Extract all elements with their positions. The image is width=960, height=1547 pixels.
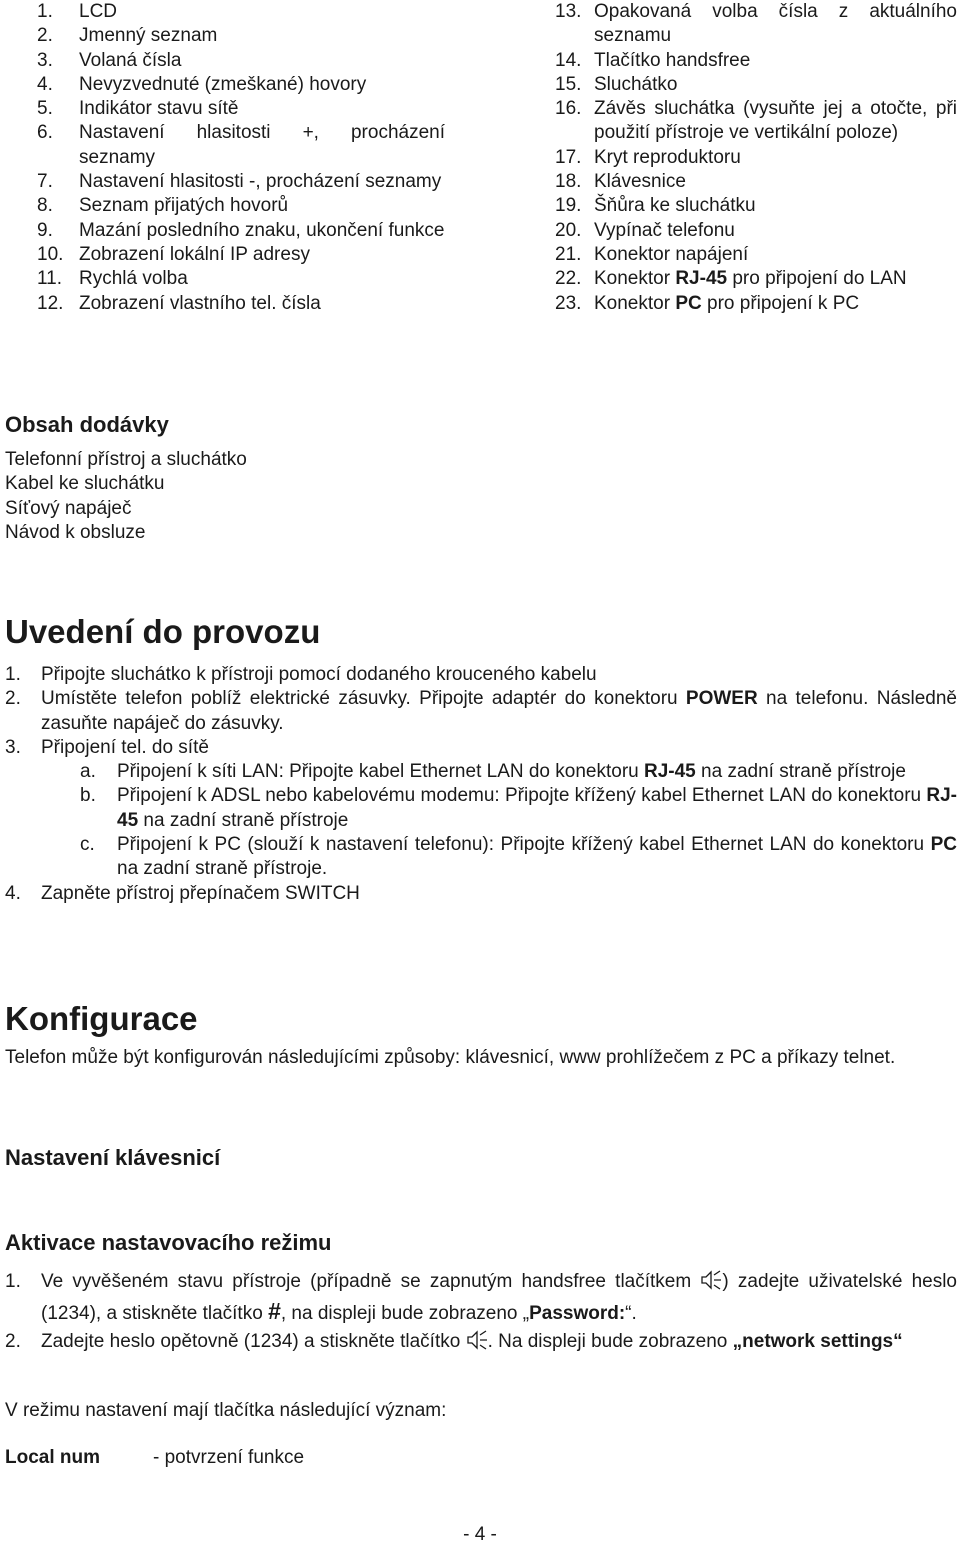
parts-list-item: [555, 49, 957, 73]
parts-list-item: [555, 0, 957, 49]
substep-letter: c.: [80, 834, 95, 856]
contents-item: Telefonní přístroj a sluchátko: [5, 449, 247, 470]
parts-list-item: [37, 24, 445, 48]
parts-list-item: [555, 292, 957, 316]
contents-item: Kabel ke sluchátku: [5, 473, 165, 495]
intro-step-1: [5, 663, 957, 687]
step-text: Připojte sluchátko k přístroji pomocí dodaného krouceného kabelu: [41, 664, 597, 685]
item-number: 18.: [555, 171, 582, 193]
step-text: Připojení tel. do sítě: [41, 736, 209, 758]
item-text: Sluchátko: [594, 73, 678, 95]
intro-substep-a: [5, 760, 957, 784]
step-text: . Na displeji bude zobrazeno: [487, 1331, 733, 1352]
item-text: Konektor: [594, 292, 676, 314]
item-text: Mazání posledního znaku, ukončení funkce: [79, 219, 445, 241]
item-text: LCD: [79, 1, 118, 22]
parts-list-item: [555, 97, 957, 146]
substep-text: Připojení k ADSL nebo kabelovému modemu: Připojte křížený kabel Ethernet LAN do konektoru: [117, 785, 927, 807]
contents-item: Síťový napáječ: [5, 497, 132, 519]
item-text: pro připojení k PC: [701, 292, 860, 314]
item-number: 4.: [37, 73, 53, 95]
parts-list-item: [555, 170, 957, 194]
substep-text: na zadní straně přístroje: [138, 809, 349, 831]
password-prompt-label: Password:: [529, 1302, 626, 1324]
activation-heading: Aktivace nastavovacího režimu: [5, 1230, 332, 1255]
item-number: 7.: [37, 171, 53, 193]
item-number: 3.: [37, 49, 53, 71]
item-text: Konektor napájení: [594, 243, 749, 265]
parts-list-item: [555, 146, 957, 170]
parts-list-right: [555, 0, 957, 316]
activation-step-2: [5, 1328, 957, 1357]
step-number: 2.: [5, 1331, 21, 1352]
item-number: 23.: [555, 292, 582, 314]
item-number: 12.: [37, 292, 64, 314]
item-text: Rychlá volba: [79, 268, 188, 290]
parts-list-item: [37, 97, 445, 121]
step-text: ) zadejte uživatelské heslo (1234), a stiskněte tlačítko: [41, 1271, 957, 1324]
step-number: 2.: [5, 688, 21, 710]
step-number: 4.: [5, 882, 21, 904]
intro-heading: Uvedení do provozu: [5, 613, 321, 651]
parts-list-item: [37, 49, 445, 73]
power-connector-label: POWER: [685, 688, 758, 710]
contents-heading: Obsah dodávky: [5, 412, 169, 437]
config-text: Telefon může být konfigurován následujícími způsoby: klávesnicí, www prohlížečem z PC a příkazy telnet.: [5, 1047, 896, 1068]
rj45-label: RJ-45: [644, 761, 696, 783]
item-number: 21.: [555, 243, 582, 265]
item-text: Indikátor stavu sítě: [79, 98, 239, 120]
activation-step-1: [5, 1268, 957, 1328]
intro-step-3: [5, 736, 957, 760]
network-settings-label: „network settings“: [732, 1331, 903, 1352]
contents-item: Návod k obsluze: [5, 521, 146, 543]
step-number: 1.: [5, 664, 21, 685]
parts-list-item: [555, 219, 957, 243]
item-number: 5.: [37, 98, 53, 120]
step-text: , na displeji bude zobrazeno „: [280, 1302, 530, 1324]
step-text: Zadejte heslo opětovně (1234) a stiskněte tlačítko: [41, 1331, 466, 1352]
item-number: 9.: [37, 219, 53, 241]
handsfree-speaker-icon: [466, 1329, 488, 1351]
parts-list-item: [555, 267, 957, 291]
item-number: 8.: [37, 195, 53, 217]
item-number: 19.: [555, 195, 582, 217]
item-text: Volaná čísla: [79, 49, 182, 71]
step-text: Ve vyvěšeném stavu přístroje (případně se zapnutým handsfree tlačítkem: [41, 1271, 701, 1292]
parts-list-item: [37, 219, 445, 243]
step-text: Zapněte přístroj přepínačem SWITCH: [41, 882, 360, 904]
item-number: 1.: [37, 1, 53, 22]
rj45-label: RJ-45: [117, 785, 957, 831]
substep-text: na zadní straně přístroje: [695, 761, 906, 783]
step-number: 3.: [5, 736, 21, 758]
parts-list-item: [37, 194, 445, 218]
step-text: na telefonu. Následně zasuňte napáječ do zásuvky.: [41, 688, 957, 734]
parts-list-item: [37, 292, 445, 316]
keypad-heading: Nastavení klávesnicí: [5, 1145, 221, 1170]
item-text: Zobrazení vlastního tel. čísla: [79, 292, 321, 314]
config-heading: Konfigurace: [5, 1000, 198, 1038]
substep-text: Připojení k PC (slouží k nastavení telefonu): Připojte křížený kabel Ethernet LAN do konektoru: [117, 834, 931, 856]
local-num-key: Local num: [5, 1447, 101, 1468]
item-text: Tlačítko handsfree: [594, 49, 751, 71]
item-text: Kryt reproduktoru: [594, 146, 741, 168]
item-number: 13.: [555, 1, 582, 22]
intro-step-4: [5, 882, 957, 906]
parts-list-item: [37, 243, 445, 267]
item-text: Vypínač telefonu: [594, 219, 735, 241]
parts-list-item: [37, 121, 445, 170]
item-number: 11.: [37, 268, 63, 290]
item-number: 15.: [555, 73, 582, 95]
item-text: pro připojení do LAN: [727, 268, 907, 290]
item-text: Nastavení hlasitosti -, procházení seznamy: [79, 171, 442, 193]
item-number: 22.: [555, 268, 582, 290]
item-number: 6.: [37, 122, 53, 144]
item-text: Opakovaná volba čísla z aktuálního seznamu: [594, 1, 957, 47]
step-number: 1.: [5, 1271, 21, 1292]
parts-list-item: [555, 243, 957, 267]
handsfree-speaker-icon: [700, 1269, 722, 1291]
intro-substep-b: [5, 784, 957, 833]
parts-list-item: [37, 73, 445, 97]
substep-text: na zadní straně přístroje.: [117, 858, 328, 880]
local-num-desc: - potvrzení funkce: [153, 1447, 305, 1468]
item-number: 10.: [37, 243, 64, 265]
parts-list-item: [555, 73, 957, 97]
item-text: Konektor: [594, 268, 676, 290]
item-text: Klávesnice: [594, 171, 686, 193]
item-text: Nastavení hlasitosti +, procházení seznamy: [79, 122, 445, 168]
item-number: 17.: [555, 146, 582, 168]
intro-steps: [5, 663, 957, 906]
item-number: 20.: [555, 219, 582, 241]
local-num-row: [5, 1446, 304, 1470]
connector-label: RJ-45: [675, 268, 728, 290]
parts-list-item: [37, 170, 445, 194]
step-text: Umístěte telefon poblíž elektrické zásuvky. Připojte adaptér do konektoru: [41, 688, 686, 710]
parts-list-left: [37, 0, 445, 316]
intro-substep-c: [5, 833, 957, 882]
contents-list: [5, 448, 247, 545]
hash-key-label: #: [268, 1297, 281, 1324]
substep-letter: a.: [80, 761, 96, 783]
parts-list-item: [37, 267, 445, 291]
intro-step-2: [5, 687, 957, 736]
page-number: - 4 -: [463, 1524, 497, 1545]
item-number: 16.: [555, 98, 582, 120]
substep-letter: b.: [80, 785, 96, 807]
item-number: 14.: [555, 49, 582, 71]
mode-note: V režimu nastavení mají tlačítka následující význam:: [5, 1400, 447, 1421]
activation-steps: [5, 1268, 957, 1357]
parts-list-item: [37, 0, 445, 24]
item-text: Šňůra ke sluchátku: [594, 195, 756, 217]
pc-label: PC: [930, 834, 957, 856]
connector-label: PC: [675, 292, 702, 314]
item-text: Zobrazení lokální IP adresy: [79, 243, 310, 265]
item-number: 2.: [37, 25, 53, 47]
parts-list-item: [555, 194, 957, 218]
item-text: Nevyzvednuté (zmeškané) hovory: [79, 73, 367, 95]
substep-text: Připojení k síti LAN: Připojte kabel Ethernet LAN do konektoru: [117, 761, 644, 783]
step-text: “.: [625, 1302, 637, 1324]
item-text: Seznam přijatých hovorů: [79, 195, 289, 217]
item-text: Závěs sluchátka (vysuňte jej a otočte, při použití přístroje ve vertikální poloze): [594, 98, 957, 144]
item-text: Jmenný seznam: [79, 25, 218, 47]
